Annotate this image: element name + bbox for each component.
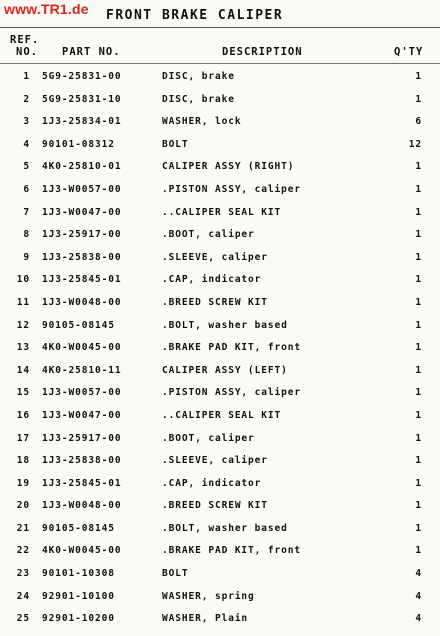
row-qty: 1 [415, 161, 422, 173]
row-part-no: 4K0-25810-01 [42, 161, 122, 173]
row-qty: 1 [415, 455, 422, 467]
row-description: WASHER, lock [162, 116, 242, 128]
table-row [0, 360, 440, 383]
header-part-no: PART NO. [62, 46, 121, 58]
row-part-no: 4K0-W0045-00 [42, 545, 122, 557]
row-part-no: 1J3-25838-00 [42, 251, 122, 263]
table-row [0, 269, 440, 292]
parts-table-body [0, 66, 440, 631]
row-qty: 1 [415, 500, 422, 512]
row-part-no: 4K0-25810-11 [42, 364, 122, 376]
table-row [0, 292, 440, 315]
table-row [0, 495, 440, 518]
row-qty: 1 [415, 251, 422, 263]
row-ref-no: 25 [16, 613, 30, 625]
row-part-no: 5G9-25831-10 [42, 93, 122, 105]
row-description: .SLEEVE, caliper [162, 455, 268, 467]
header-ref-line1: REF. [10, 34, 40, 46]
row-description: WASHER, spring [162, 590, 255, 602]
row-part-no: 1J3-25917-00 [42, 432, 122, 444]
header-ref-line2: NO. [16, 46, 38, 58]
row-part-no: 1J3-W0047-00 [42, 409, 122, 421]
row-description: .PISTON ASSY, caliper [162, 387, 302, 399]
row-description: .BOOT, caliper [162, 229, 255, 241]
table-row [0, 450, 440, 473]
row-qty: 1 [415, 432, 422, 444]
row-qty: 4 [415, 613, 422, 625]
row-description: .BOOT, caliper [162, 432, 255, 444]
row-qty: 6 [415, 116, 422, 128]
row-description: .BRAKE PAD KIT, front [162, 342, 302, 354]
row-part-no: 1J3-25834-01 [42, 116, 122, 128]
table-row [0, 563, 440, 586]
row-part-no: 90101-10308 [42, 568, 115, 580]
row-ref-no: 20 [16, 500, 30, 512]
row-qty: 1 [415, 545, 422, 557]
row-qty: 12 [408, 138, 422, 150]
row-description: .BRAKE PAD KIT, front [162, 545, 302, 557]
table-row [0, 179, 440, 202]
row-qty: 1 [415, 229, 422, 241]
table-row [0, 540, 440, 563]
row-part-no: 1J3-W0057-00 [42, 183, 122, 195]
row-qty: 1 [415, 364, 422, 376]
row-description: .BREED SCREW KIT [162, 296, 268, 308]
table-row [0, 608, 440, 631]
row-description: ..CALIPER SEAL KIT [162, 409, 282, 421]
row-description: .CAP, indicator [162, 274, 262, 286]
table-row [0, 134, 440, 157]
row-part-no: 90101-08312 [42, 138, 115, 150]
row-part-no: 1J3-W0048-00 [42, 500, 122, 512]
table-row [0, 224, 440, 247]
row-description: CALIPER ASSY (LEFT) [162, 364, 288, 376]
row-ref-no: 7 [23, 206, 30, 218]
site-watermark: www.TR1.de [4, 1, 89, 17]
row-qty: 1 [415, 71, 422, 82]
row-ref-no: 6 [23, 183, 30, 195]
row-qty: 4 [415, 590, 422, 602]
row-ref-no: 22 [16, 545, 30, 557]
row-part-no: 90105-08145 [42, 319, 115, 331]
row-qty: 1 [415, 387, 422, 399]
row-part-no: 92901-10100 [42, 590, 115, 602]
row-part-no: 1J3-W0057-00 [42, 387, 122, 399]
row-ref-no: 19 [16, 477, 30, 489]
row-part-no: 1J3-W0048-00 [42, 296, 122, 308]
row-ref-no: 18 [16, 455, 30, 467]
row-description: BOLT [162, 568, 189, 580]
table-row [0, 315, 440, 338]
row-ref-no: 17 [16, 432, 30, 444]
row-ref-no: 16 [16, 409, 30, 421]
row-part-no: 1J3-25838-00 [42, 455, 122, 467]
row-part-no: 1J3-25845-01 [42, 274, 122, 286]
row-qty: 1 [415, 206, 422, 218]
row-description: WASHER, Plain [162, 613, 249, 625]
row-ref-no: 2 [23, 93, 30, 105]
row-description: .PISTON ASSY, caliper [162, 183, 302, 195]
row-qty: 1 [415, 522, 422, 534]
row-ref-no: 10 [16, 274, 30, 286]
row-description: DISC, brake [162, 93, 235, 105]
row-ref-no: 12 [16, 319, 30, 331]
row-qty: 1 [415, 183, 422, 195]
table-row [0, 473, 440, 496]
table-row [0, 111, 440, 134]
row-description: .BOLT, washer based [162, 522, 288, 534]
row-ref-no: 24 [16, 590, 30, 602]
table-row [0, 89, 440, 112]
row-qty: 1 [415, 477, 422, 489]
row-qty: 4 [415, 568, 422, 580]
page-title: FRONT BRAKE CALIPER [106, 8, 284, 23]
row-part-no: 90105-08145 [42, 522, 115, 534]
table-row [0, 405, 440, 428]
table-row [0, 66, 440, 89]
row-part-no: 1J3-25917-00 [42, 229, 122, 241]
table-row [0, 382, 440, 405]
row-qty: 1 [415, 296, 422, 308]
row-ref-no: 5 [23, 161, 30, 173]
row-qty: 1 [415, 93, 422, 105]
row-part-no: 1J3-W0047-00 [42, 206, 122, 218]
row-ref-no: 15 [16, 387, 30, 399]
row-qty: 1 [415, 274, 422, 286]
table-row [0, 428, 440, 451]
row-ref-no: 23 [16, 568, 30, 580]
header-description: DESCRIPTION [222, 46, 303, 58]
row-part-no: 1J3-25845-01 [42, 477, 122, 489]
row-qty: 1 [415, 409, 422, 421]
row-description: .CAP, indicator [162, 477, 262, 489]
row-description: BOLT [162, 138, 189, 150]
row-ref-no: 21 [16, 522, 30, 534]
header-divider [0, 63, 440, 64]
row-ref-no: 9 [23, 251, 30, 263]
row-description: ..CALIPER SEAL KIT [162, 206, 282, 218]
row-ref-no: 3 [23, 116, 30, 128]
row-part-no: 4K0-W0045-00 [42, 342, 122, 354]
row-part-no: 92901-10200 [42, 613, 115, 625]
row-ref-no: 4 [23, 138, 30, 150]
row-description: .BOLT, washer based [162, 319, 288, 331]
row-qty: 1 [415, 342, 422, 354]
table-row [0, 586, 440, 609]
row-description: CALIPER ASSY (RIGHT) [162, 161, 295, 173]
table-row [0, 337, 440, 360]
table-header [0, 32, 440, 60]
row-ref-no: 1 [23, 71, 30, 82]
row-ref-no: 8 [23, 229, 30, 241]
row-part-no: 5G9-25831-00 [42, 71, 122, 82]
header-qty: Q'TY [394, 46, 424, 58]
row-ref-no: 11 [16, 296, 30, 308]
row-description: .SLEEVE, caliper [162, 251, 268, 263]
row-ref-no: 14 [16, 364, 30, 376]
table-row [0, 518, 440, 541]
row-description: DISC, brake [162, 71, 235, 82]
table-row [0, 202, 440, 225]
title-divider [0, 27, 440, 28]
row-description: .BREED SCREW KIT [162, 500, 268, 512]
table-row [0, 247, 440, 270]
row-ref-no: 13 [16, 342, 30, 354]
table-row [0, 156, 440, 179]
row-qty: 1 [415, 319, 422, 331]
